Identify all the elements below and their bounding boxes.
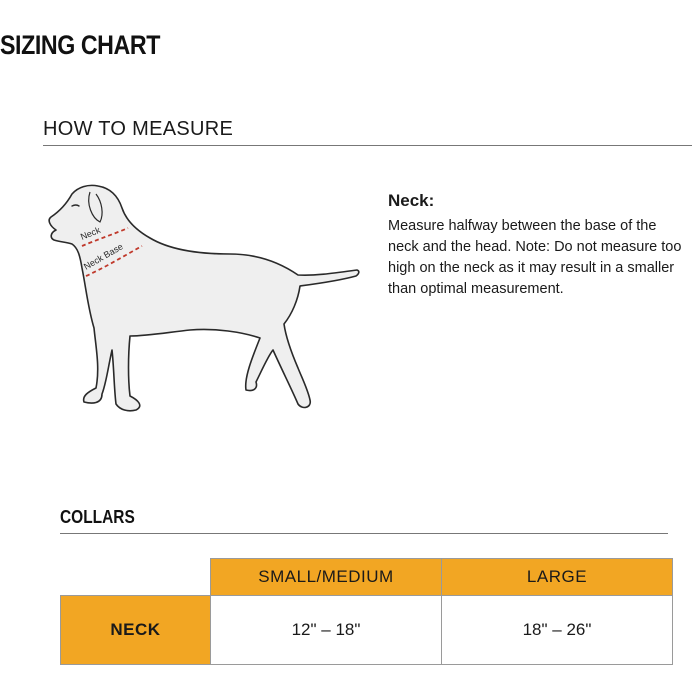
section-divider xyxy=(43,145,692,146)
neck-heading: Neck: xyxy=(388,191,435,210)
neck-description: Measure halfway between the base of the neck and the head. Note: Do not measure too high on the neck as it may result in a smaller than optimal measurement. xyxy=(388,218,682,297)
column-header-small-medium: SMALL/MEDIUM xyxy=(211,559,442,596)
table-row xyxy=(61,596,673,665)
neck-base-label: Neck Base xyxy=(82,241,125,272)
neck-small-medium-value: 12" – 18" xyxy=(211,596,442,665)
row-header-neck: NECK xyxy=(61,596,211,665)
column-header-large: LARGE xyxy=(442,559,673,596)
neck-label: Neck xyxy=(79,224,102,242)
neck-large-value: 18" – 26" xyxy=(442,596,673,665)
page-title: SIZING CHART xyxy=(0,30,160,60)
table-header-row xyxy=(61,559,673,596)
collars-heading: COLLARS xyxy=(60,507,135,527)
collars-divider xyxy=(60,533,668,534)
how-to-measure-heading: HOW TO MEASURE xyxy=(43,118,234,140)
collar-sizing-table xyxy=(60,558,673,665)
table-corner xyxy=(61,559,211,596)
dog-measurement-illustration xyxy=(20,178,365,418)
